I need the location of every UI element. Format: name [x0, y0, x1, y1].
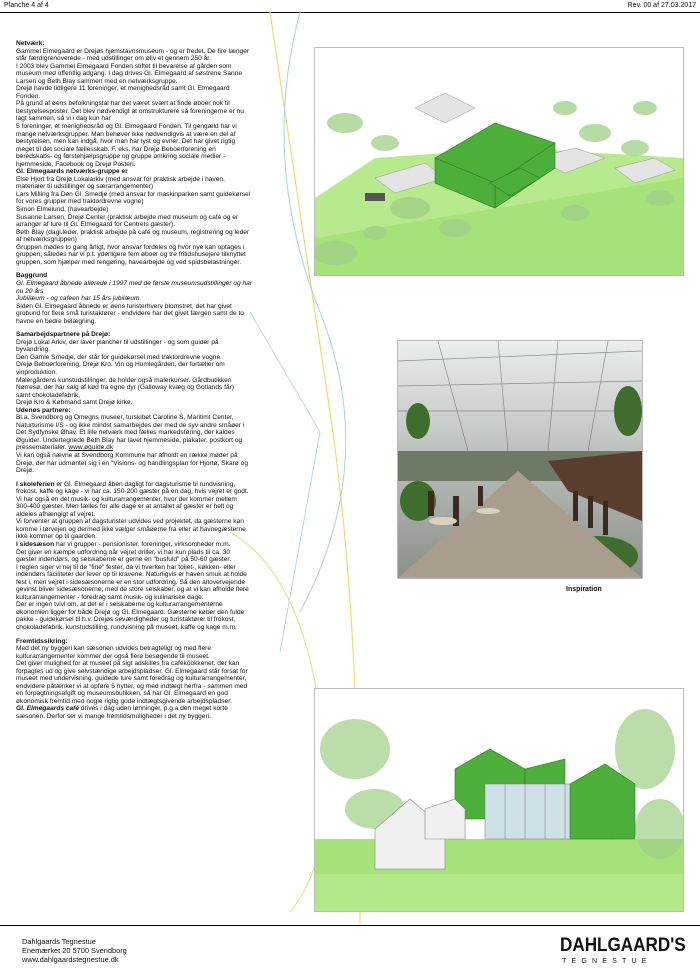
- udenoes_more-line: Drejø.: [16, 467, 34, 475]
- page-footer: [0, 925, 700, 978]
- firm-website[interactable]: www.dahlgaardstegnestue.dk: [22, 955, 119, 964]
- sidesaeson-line: gevinst bliver sidesæsonerne, med de store selskaber, og at vi kan afholde flere: [16, 586, 249, 594]
- gruppe-line: Simon Elmelund, (havearbejde): [16, 206, 109, 214]
- netvaerk-line: Fonden.: [16, 92, 41, 100]
- section-heading-udenoes: Udenøs partnere:: [16, 406, 71, 414]
- samarbejd-line: samt chokoladefabrik,: [16, 391, 81, 399]
- samarbejd-line: Drejø Lokal Arkiv, der laver plancher til udstillinger - og som guider på: [16, 338, 219, 346]
- udenoes-last-line: pressematerialer. www.øguide.dk: [16, 444, 114, 452]
- fremtid-line: Det giver mulighed for at museet på sigt adskilles fra caféköökkenet, der kan: [16, 660, 240, 668]
- skoleferien-line: aldeles afhængigt af vejret.: [16, 510, 96, 518]
- skoleferien-line: frokost, kaffe og kage - vi har ca. 150-200 gæster på en dag, hvis vejret er godt.: [16, 488, 249, 496]
- samarbejd-line: Drejø Kro & Købmand samt Drejø kirke.: [16, 399, 133, 407]
- skoleferien-line: Vi har også en del musik- og kulturarrangementer, hvor der kommer mellem: [16, 495, 237, 503]
- baggrund-line: Siden Gl. Elmegaard åbnede er øens turisterhverv blomstret, det har givet: [16, 302, 232, 310]
- udenoes-line: Øguider. Undertegnede Beth Blay har lavet hjemmeside, plakater, postkort og: [16, 436, 243, 444]
- samarbejd-line: Drejø Beboerforening, Drejø Kro. Vin og Humlegården, der fortæller om: [16, 361, 225, 369]
- section-udenoes: [16, 414, 308, 444]
- netvaerk-line: bestyrelsen, men kan indgå, hvor man har lyst og evner. Det har givet rigtig: [16, 138, 236, 146]
- gruppe-line: materialer til udstillinger og særarrangementer): [16, 183, 154, 191]
- sidesaeson-line: fest i, men vejret i sidesæsonerne er en stor udfordring. Så den altovervejende: [16, 578, 246, 586]
- firm-street: Enemærket 20 5700 Svendborg: [22, 946, 127, 955]
- netvaerk-line: står færdigrenoverede - med udstillinger om øliv et gennem 250 år.: [16, 55, 211, 63]
- firm-logo: [560, 935, 690, 971]
- image-caption: Inspiration: [566, 586, 602, 593]
- baggrund-line: grobund for flere små turistaktører - endvidere har det givet færgen samt de to: [16, 310, 244, 318]
- netvaerk-line: museum med offentlig adgang. I dag drives Gl. Elmegaard af søstrene Sanne: [16, 70, 243, 78]
- gruppe-line: Beth Blay (dagl.leder, praktisk arbejde på café og museum, registrering og leder: [16, 228, 250, 236]
- netvaerk-line: mange netværksgrupper. Man behøver ikke nødvendigvis at være en del af: [16, 130, 236, 138]
- udenoes-line: Bl.a. Svendborg og Omegns museer, turskibet Caroline S, Maritimt Center,: [16, 414, 234, 422]
- sidesaeson-line: Der er ingen tvivl om, at det er i selskaberne og kulturarrangementerne: [16, 601, 223, 609]
- sidesaeson-line: økonomien ligger for både Drejø og Gl. Elmegaard. Gæsterne køber den fulde: [16, 608, 245, 616]
- section-udenoes-more: [16, 452, 308, 475]
- netvaerk-line: meget til det sociale fællesskab. F. eks. har Drejø Beboerforening en: [16, 145, 216, 153]
- netvaerk-line: hjemmeside, Facebook og Drejø Posten.: [16, 160, 136, 168]
- netvaerk-line: lagt sammen, så vi i dag kun har: [16, 115, 111, 123]
- gruppe-line: Gruppen mødes to gang årligt, hvor ansvar fordeles og hvor nye kan optages i: [16, 243, 245, 251]
- samarbejd-line: Den Gamle Smedje, der står for guidekørsel med traktordrevne vogne.: [16, 353, 222, 361]
- logo-main-text: DAHLGAARD'S: [560, 935, 686, 956]
- sheet-number: Planche 4 af 4: [4, 2, 49, 9]
- sidesaeson-first-line: I sidesæson har vi grupper - pensionister, foreninger, virksomheder m.m.: [16, 541, 231, 548]
- skoleferien-first-line: I skoleferien er Gl. Elmegaard åben dagligt for dagsturisme til rundvisning,: [16, 480, 236, 488]
- gruppe-line: af netværksgruppen): [16, 236, 77, 244]
- section-heading-gruppe: Gl. Elmegaards netværks-gruppe er: [16, 168, 128, 176]
- section-baggrund-italic: [16, 280, 308, 303]
- section-skoleferien: [16, 488, 308, 541]
- netvaerk-line: På grund af øens befolkningstal har det været svært at finde øboer nok til: [16, 100, 230, 108]
- gruppe-line: gruppen, som hjælper med rengøring, havearbejde og ved spidsbelastninger.: [16, 258, 242, 266]
- section-baggrund: [16, 303, 308, 326]
- greenhouse-photo: [397, 340, 643, 579]
- render-top-image: [314, 47, 684, 276]
- gruppe-line: arrangør af ture til Gl. Elmegaard for Centrets gæster).: [16, 221, 176, 229]
- udenoes-line: Det Sydfynske Øhav. Et lille netværk med fælles markedsføring, der kaldes: [16, 429, 235, 437]
- netvaerk-line: Gammel Elmegaard er Drejøs hjemstavnsmuseum - og er fredet. De fire længer: [16, 47, 250, 55]
- sidesaeson-line: chokoladefabrik, kunstudstilling, rundvisning på museet, kaffe og kage m.m.: [16, 624, 237, 632]
- gruppe-line: Susanne Larsen, Drejø Center (praktisk arbejde med museum og café og er: [16, 213, 239, 221]
- section-gruppe: [16, 176, 308, 267]
- gruppe-line: for vores grupper med traktordrevne vogne): [16, 198, 144, 206]
- render-bottom-image: [314, 688, 684, 912]
- netvaerk-line: Larsen og Beth Blay sammen med en netværksgruppe.: [16, 77, 178, 85]
- samarbejd-line: vinproduktion.: [16, 368, 58, 376]
- netvaerk-line: I 2003 blev Gammel Elmegaard Fonden stiftet til bevarelse af gården som: [16, 62, 232, 70]
- netvaerk-line: beredskabs- og førstehjælpsgruppe og gruppe omkring sociale medier -: [16, 153, 226, 161]
- sidesaeson-line: I reglen siger vi nej til de "fine" fester, da vi hverken har toilet-, køkken- eller: [16, 563, 236, 571]
- section-samarbejd: [16, 339, 308, 407]
- skoleferien-line: 300-400 gæster. Men fælles for alle dage er at antallet af gæster er helt og: [16, 503, 234, 511]
- body-text: [16, 40, 308, 721]
- fremtid-line: en forpagtningsafgift og museumsbutikken, så har Gl. Elmegaard en god: [16, 690, 228, 698]
- netvaerk-line: 5 foreninger, et menighedsråd og Gl. Elmegaard Fonden. Til gengæld har vi: [16, 123, 237, 131]
- baggrund-line: havne en bedre belægning.: [16, 317, 97, 325]
- revision-info: Rev. 00 af 27.03.2017: [627, 2, 696, 9]
- section-heading-samarbejd: Samarbejdspartnere på Drejø:: [16, 331, 111, 339]
- samarbejd-line: byvandring.: [16, 346, 51, 354]
- section-heading-fremtid: Fremtidssikring:: [16, 637, 68, 645]
- baggrund_i-line: Jubilæum - og cafeen har 15 års jubilæum.: [16, 295, 142, 303]
- section-heading-netvaerk: Netværk:: [16, 40, 45, 47]
- baggrund_i-line: nu 20 års: [16, 287, 44, 295]
- fremtid-line: Med det ny byggeri kan sæsonen udvides betragteligt og med flere: [16, 645, 211, 653]
- skoleferien-line: ikke kommer op til gaarden.: [16, 533, 97, 541]
- page-header: [0, 0, 700, 13]
- samarbejd-line: Nørresø, der har salg af kød fra egne dyr (Galloway kvæg og Gotlands får): [16, 384, 235, 392]
- firm-name: Dahlgaards Tegnestue: [22, 937, 96, 946]
- section-netvaerk: [16, 48, 308, 169]
- fremtid-line: endvidere påtænker vi at opføre 5 hytter, og med indtægt herfra - sammen med: [16, 682, 248, 690]
- cafe-last-line: sæsonen. Derfor ser vi mange fremtidsmuligheder i det ny byggeri.: [16, 713, 211, 721]
- skoleferien-line: Vi forventer at gruppen af dagsturister udvides ved projektet, da gæsterne kan: [16, 518, 244, 526]
- netvaerk-line: bestyrelsesposter. Det blev nødvendigt at omstrukturere så foreningerne er nu: [16, 107, 244, 115]
- fremtid-line: økonomisk fremtid med nogle rigtig gode indtægtsgivende arbejdspladser.: [16, 697, 232, 705]
- samarbejd-line: Malergårdens kunstudstillinger, de holder også malerkurser. Gårdbutikken: [16, 376, 232, 384]
- cafe-line: Gl. Elmegaards café drives i dag uden lønninger, p.g.a den meget korte: [16, 705, 228, 713]
- fremtid-line: forpagtes ud og give selvstændige arbejdspladser. Gl. Elmegaard står forsat for: [16, 667, 248, 675]
- skoleferien-line: komme i tørvejen og dermed ikke vælger småøerne fra eller at havnegæsterne: [16, 525, 246, 533]
- section-fremtid: [16, 645, 308, 705]
- sidesaeson-line: gæster indendørs, og selskaberne er gerne en "busfuld" på 50-60 gæster.: [16, 556, 232, 564]
- udenoes_more-line: Vi kan også nævne at Svendborg Kommune har afholdt en række møder på: [16, 451, 238, 459]
- sidesaeson-line: pakke - guidekørsel til h.v. Drejøs seværdigheder og turistaktører til frokost,: [16, 616, 236, 624]
- section-heading-baggrund: Baggrund: [16, 272, 48, 280]
- gruppe-line: gruppen, således har vi p.t. yderligere fem øboer og tre fritidshusejere tilknyttet: [16, 251, 246, 259]
- gruppe-line: Lars Milling fra Den Gl. Smedje (med ansvar for maskinparken samt guidekørsel: [16, 190, 251, 198]
- fremtid-line: kulturarrangementer kommer der også flere besøgende til museet.: [16, 652, 210, 660]
- sidesaeson-line: kulturarrangementer - foredrag samt musik- og kulinariske dage.: [16, 593, 204, 601]
- gruppe-line: Else Hjort fra Drejø Lokalarkiv (med ansvar for praktisk arbejde i haven,: [16, 175, 225, 183]
- sidesaeson-line: Det giver en kæmpe udfordring når vejret driller, vi har kun plads til ca. 30: [16, 548, 231, 556]
- oeguide-link[interactable]: www.øguide.dk: [68, 444, 114, 452]
- udenoes-line: Naturturisme I/S - og ikke mindst samarbejdes der med de syv andre småøer i: [16, 421, 245, 429]
- netvaerk-line: Drejø havde tidligere 11 foreninger, et menighedsråd samt Gl. Elmegaard: [16, 85, 230, 93]
- section-sidesaeson: [16, 549, 308, 632]
- baggrund_i-line: Gl. Elmegaard åbnede allerede i 1997 med de første museumsudstillinger og har: [16, 279, 253, 287]
- logo-sub-text: TEGNESTUE: [562, 958, 652, 965]
- fremtid-line: museet med undervisning, guidede ture samt foredrag og kulturarrangementer,: [16, 675, 247, 683]
- udenoes_more-line: Drejø, der har udmøntet sig i en "Visions- og handlingsplan for Hjortø, Skarø og: [16, 459, 249, 467]
- sidesaeson-line: indendørs faciliteter der lever op til kravene. Naturligvis er haven smuk at holde: [16, 571, 247, 579]
- firm-address: [22, 937, 127, 964]
